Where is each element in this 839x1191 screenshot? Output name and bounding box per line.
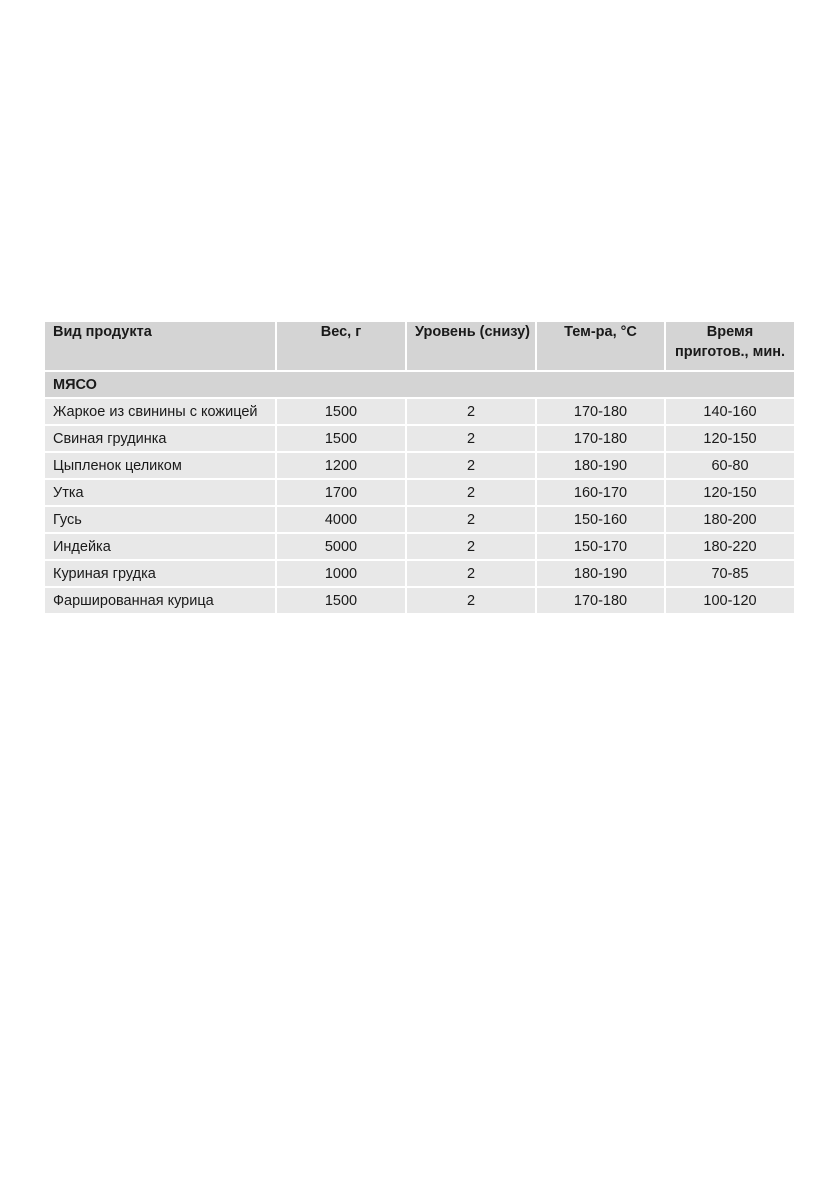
cooking-table-container bbox=[45, 322, 794, 615]
header-weight: Вес, г bbox=[276, 322, 406, 371]
cell-product: Утка bbox=[45, 479, 276, 506]
cell-time: 120-150 bbox=[665, 425, 794, 452]
cell-time: 120-150 bbox=[665, 479, 794, 506]
table-row bbox=[45, 560, 794, 587]
cell-weight: 1000 bbox=[276, 560, 406, 587]
section-row-meat bbox=[45, 371, 794, 398]
cell-temperature: 150-170 bbox=[536, 533, 665, 560]
cell-time: 100-120 bbox=[665, 587, 794, 614]
cell-weight: 4000 bbox=[276, 506, 406, 533]
cell-level: 2 bbox=[406, 506, 536, 533]
cell-product: Свиная грудинка bbox=[45, 425, 276, 452]
cell-time: 70-85 bbox=[665, 560, 794, 587]
header-product: Вид продукта bbox=[45, 322, 276, 371]
table-row bbox=[45, 398, 794, 425]
cell-level: 2 bbox=[406, 452, 536, 479]
section-title: МЯСО bbox=[45, 371, 794, 398]
cell-product: Жаркое из свинины с кожицей bbox=[45, 398, 276, 425]
cell-temperature: 180-190 bbox=[536, 452, 665, 479]
cell-weight: 1700 bbox=[276, 479, 406, 506]
cell-weight: 1500 bbox=[276, 587, 406, 614]
table-row bbox=[45, 452, 794, 479]
cell-temperature: 170-180 bbox=[536, 587, 665, 614]
table-row bbox=[45, 506, 794, 533]
cell-time: 180-220 bbox=[665, 533, 794, 560]
table-row bbox=[45, 533, 794, 560]
table-row bbox=[45, 587, 794, 614]
cell-product: Куриная грудка bbox=[45, 560, 276, 587]
cell-product: Цыпленок целиком bbox=[45, 452, 276, 479]
cell-level: 2 bbox=[406, 425, 536, 452]
cell-level: 2 bbox=[406, 533, 536, 560]
cell-temperature: 170-180 bbox=[536, 425, 665, 452]
header-level: Уровень (снизу) bbox=[406, 322, 536, 371]
cell-product: Гусь bbox=[45, 506, 276, 533]
header-time bbox=[665, 322, 794, 371]
cell-level: 2 bbox=[406, 560, 536, 587]
cell-level: 2 bbox=[406, 479, 536, 506]
cooking-table bbox=[45, 322, 794, 615]
cell-level: 2 bbox=[406, 398, 536, 425]
header-time-line1: Время bbox=[706, 324, 754, 340]
cell-time: 180-200 bbox=[665, 506, 794, 533]
cell-weight: 5000 bbox=[276, 533, 406, 560]
cell-temperature: 160-170 bbox=[536, 479, 665, 506]
cell-temperature: 180-190 bbox=[536, 560, 665, 587]
cell-weight: 1500 bbox=[276, 425, 406, 452]
cell-product: Фаршированная курица bbox=[45, 587, 276, 614]
header-temperature: Тем-ра, °C bbox=[536, 322, 665, 371]
table-header-row bbox=[45, 322, 794, 371]
cell-product: Индейка bbox=[45, 533, 276, 560]
table-row bbox=[45, 425, 794, 452]
table-row bbox=[45, 479, 794, 506]
header-time-line2: приготов., мин. bbox=[674, 344, 786, 360]
cell-time: 140-160 bbox=[665, 398, 794, 425]
cell-level: 2 bbox=[406, 587, 536, 614]
cell-time: 60-80 bbox=[665, 452, 794, 479]
cell-temperature: 170-180 bbox=[536, 398, 665, 425]
cell-weight: 1500 bbox=[276, 398, 406, 425]
cell-temperature: 150-160 bbox=[536, 506, 665, 533]
cell-weight: 1200 bbox=[276, 452, 406, 479]
